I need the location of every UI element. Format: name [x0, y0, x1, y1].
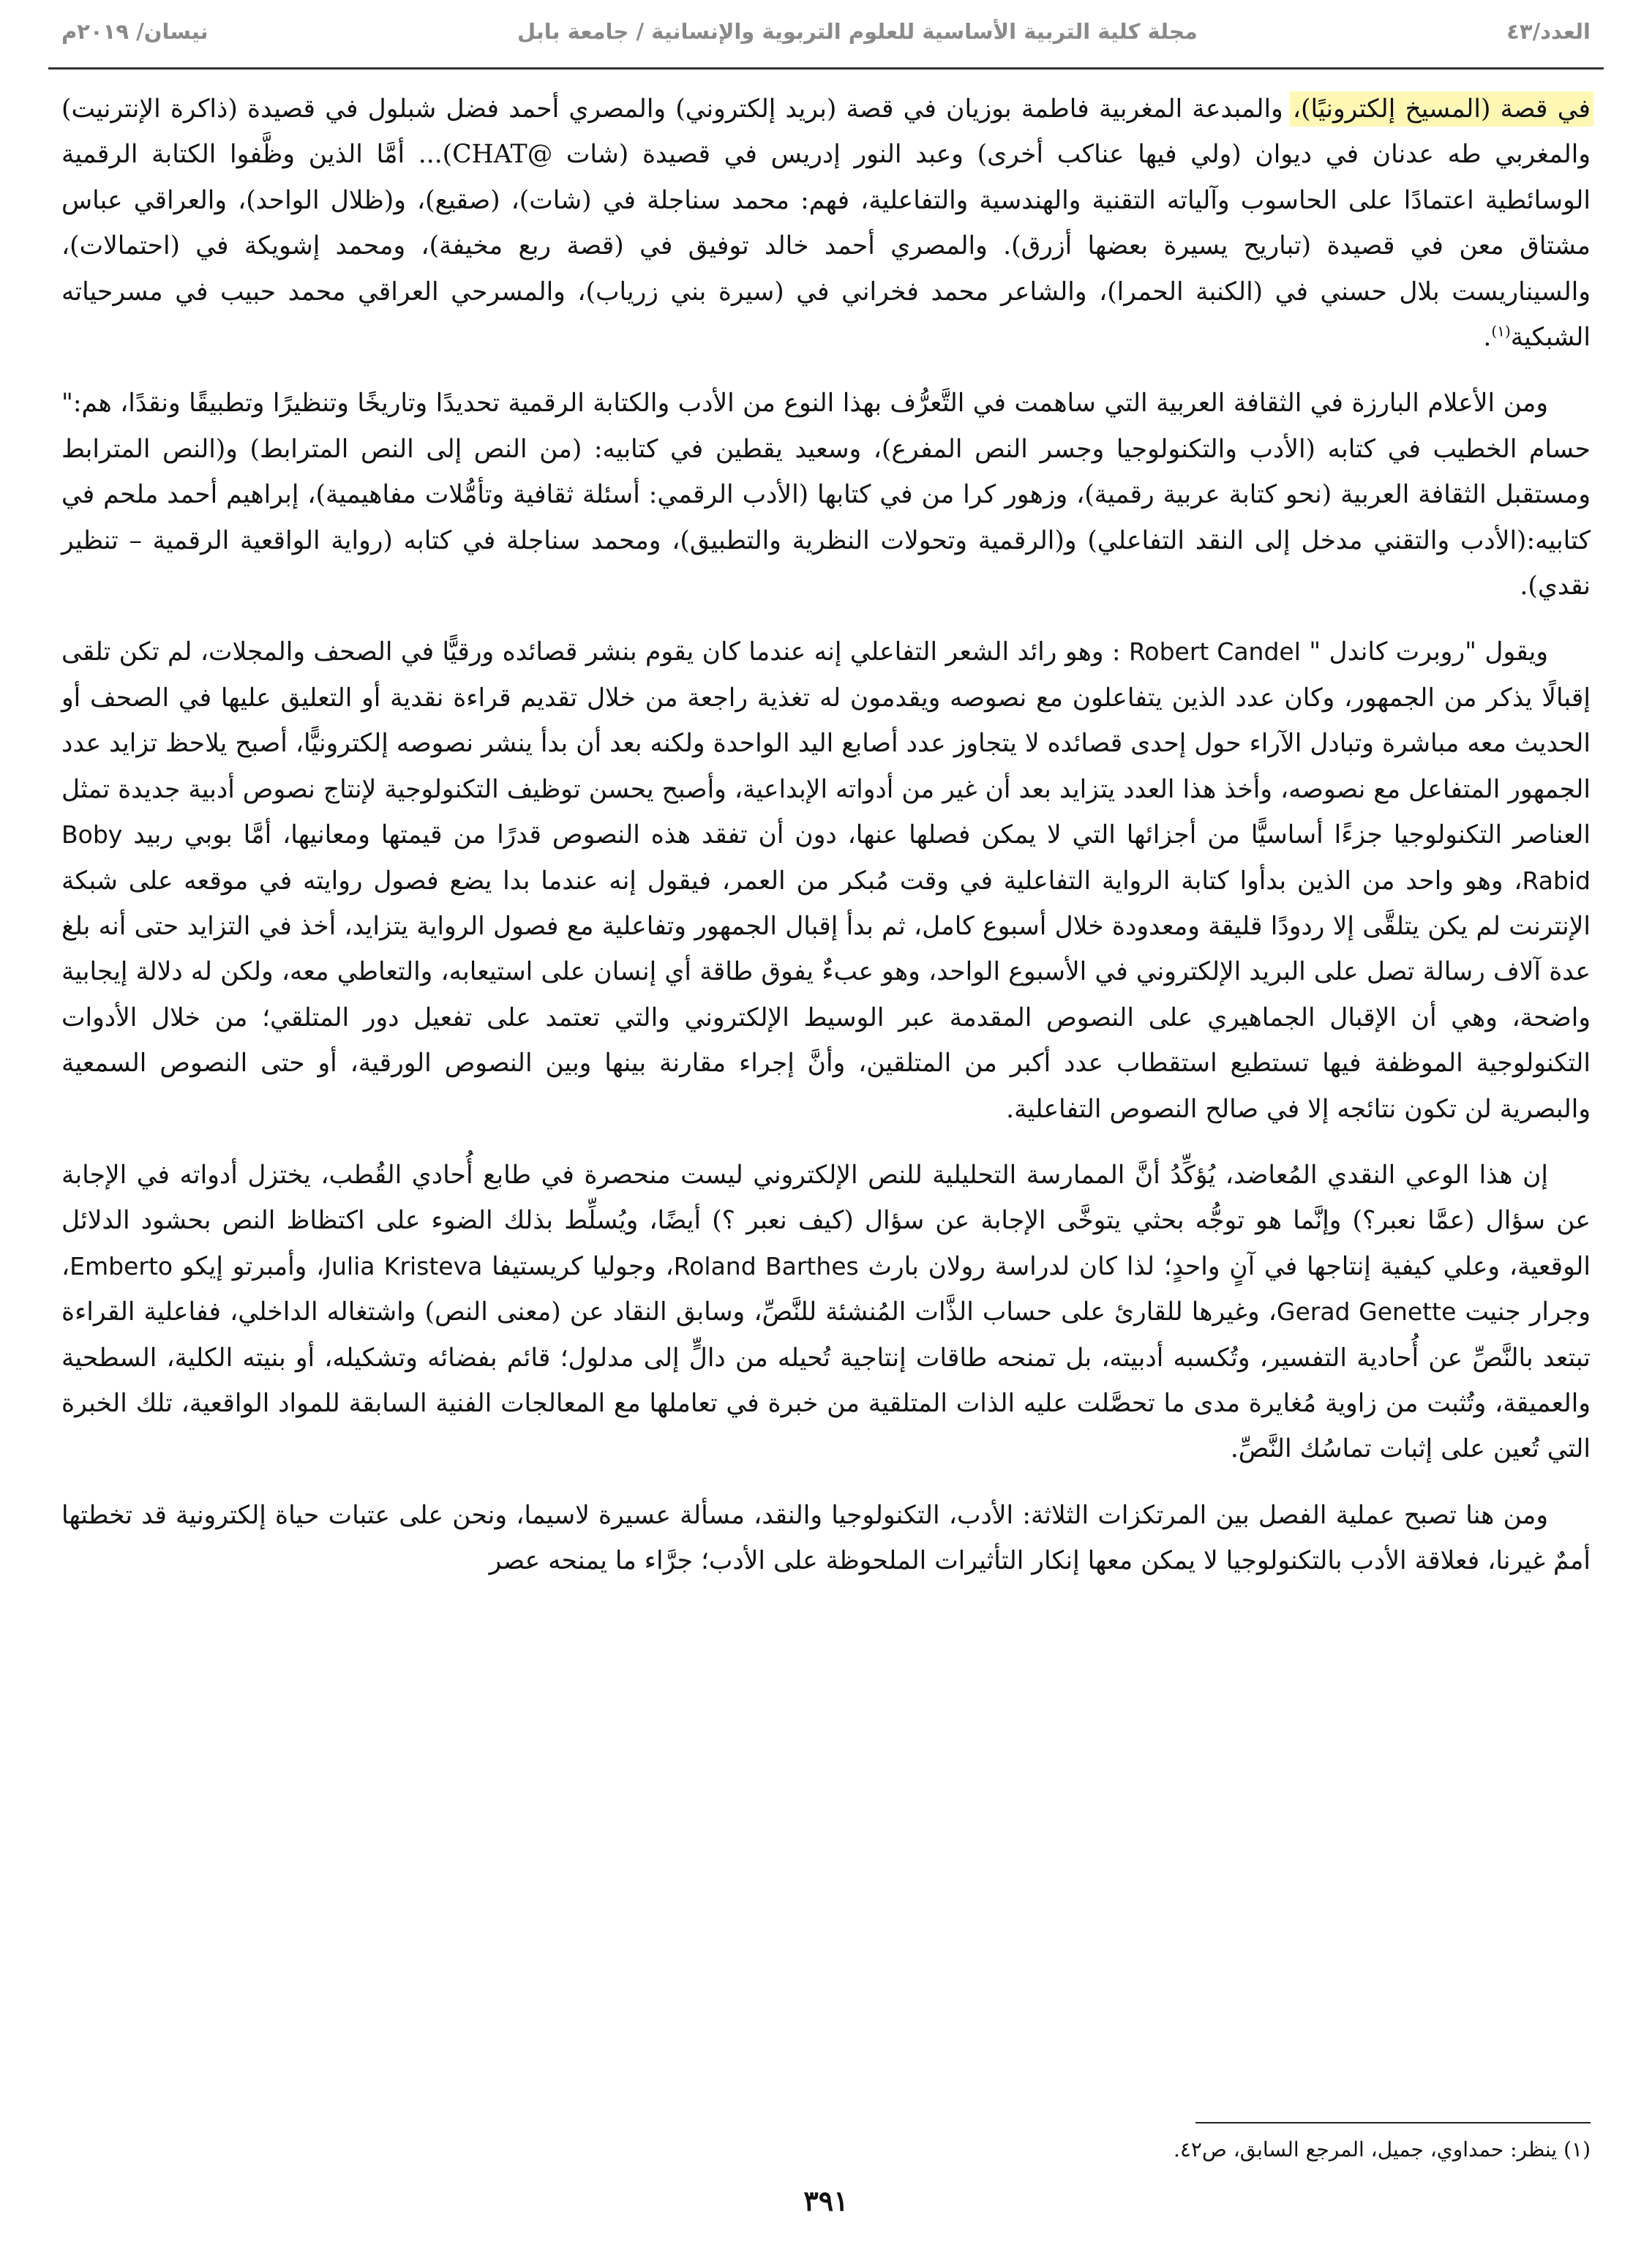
header-divider [48, 67, 1604, 70]
paragraph-2: ومن الأعلام البارزة في الثقافة العربية التي ساهمت في التَّعرُّف بهذا النوع من الأدب والكتابة الرقمية تحديدًا وتاريخًا وتنظيرًا وتطبيقًا ونقدًا، هم:" حسام الخطيب في كتابه (الأدب والتكنولوجيا وجسر النص المفرع)، وسعيد يقطين في كتابيه: (من النص إلى النص المترابط) و(النص المترابط ومستقبل الثقافة العربية (نحو كتابة عربية رقمية)، وزهور كرا من في كتابها (الأدب الرقمي: أسئلة ثقافية وتأمُّلات مفاهيمية)، إبراهيم أحمد ملحم في كتابيه:(الأدب والتقني مدخل إلى النقد التفاعلي) و(الرقمية وتحولات النظرية والتطبيق)، ومحمد سناجلة في كتابه (رواية الواقعية الرقمية – تنظير نقدي). [61, 389, 1591, 601]
paragraph-1 [61, 86, 1591, 360]
paragraph-1-text: والمبدعة المغربية فاطمة بوزيان في قصة (بريد إلكتروني) والمصري أحمد فضل شبلول في قصيدة (ذاكرة الإنترنيت) والمغربي طه عدنان في ديوان (ولي فيها عناكب أخرى) وعبد النور إدريس في قصيدة (شات @CHAT)... أمَّا الذين وظَّفوا الكتابة الرقمية الوسائطية اعتمادًا على الحاسوب وآلياته التقنية والهندسية والتفاعلية، فهم: محمد سناجلة في (شات)، (صقيع)، و(ظلال الواحد)، والعراقي عباس مشتاق معن في قصيدة (تباريح يسيرة بعضها أزرق). والمصري أحمد خالد توفيق في (قصة ربع مخيفة)، ومحمد إشويكة في (احتمالات)، والسيناريست بلال حسني في (الكنبة الحمرا)، والشاعر محمد فخراني في (سيرة بني زرياب)، والمسرحي العراقي محمد حبيب في مسرحياته الشبكية [61, 94, 1591, 353]
paragraph-5: ومن هنا تصبح عملية الفصل بين المرتكزات الثلاثة: الأدب، التكنولوجيا والنقد، مسألة عسيرة لاسيما، ونحن على عتبات حياة إلكترونية قد تخطتها أممٌ غيرنا، فعلاقة الأدب بالتكنولوجيا لا يمكن معها إنكار التأثيرات الملحوظة على الأدب؛ جرَّاء ما يمنحه عصر [61, 1500, 1591, 1576]
issue-number: العدد/٤٣ [1506, 19, 1591, 44]
latin-name: Roland Barthes [673, 1251, 859, 1281]
footnote-reference: (١) [1491, 322, 1511, 340]
paragraph-3-mid: : وهو رائد الشعر التفاعلي إنه عندما كان يقوم بنشر قصائده ورقيًّا في الصحف والمجلات، لم تكن تلقى إقبالًا يذكر من الجمهور، وكان عدد الذين يتفاعلون مع نصوصه ويقدمون له تغذية راجعة من خلال تقديم قراءة نقدية أو التعليق عليها في الصحف أو الحديث معه مباشرة وتبادل الآراء حول إحدى قصائده لا يتجاوز عدد أصابع اليد الواحدة ولكنه بعد أن بدأ ينشر نصوصه إلكترونيًّا، أصبح يلاحظ تزايد عدد الجمهور المتفاعل مع نصوصه، وأخذ هذا العدد يتزايد بعد أن غير من أدواته الإبداعية، وأصبح يحسن توظيف التكنولوجية لإنتاج نصوص أدبية جديدة تمثل العناصر التكنولوجيا جزءًا أساسيًّا من أجزائها التي لا يمكن فصلها عنها، دون أن تفقد هذه النصوص قدرًا من قيمتها ومعانيها، أمَّا بوبي ربيد [61, 637, 1591, 850]
footnote-divider [1195, 2122, 1591, 2123]
latin-name: Robert Candel [1128, 637, 1301, 667]
paragraph-4-mid: ، وأمبرتو إيكو [173, 1251, 325, 1281]
page-number: ٣٩١ [803, 2184, 849, 2217]
paragraph-3 [61, 629, 1591, 1131]
paragraph-4-mid: ، وجوليا كريستيفا [482, 1251, 674, 1281]
paragraph-4-mid: ، وجرار جنيت [61, 1251, 1591, 1327]
paragraph-4-start: إن هذا الوعي النقدي المُعاضد، يُؤكِّدُ أنَّ الممارسة التحليلية للنص الإلكتروني ليست منحصرة في طابع أُحادي القُطب، يختزل أدواته في الإجابة عن سؤال (عمَّا نعبر؟) وإنَّما هو توجُّه بحثي يتوخَّى الإجابة عن سؤال (كيف نعبر ؟) أيضًا، ويُسلِّط بذلك الضوء على اكتظاظ النص بحشود الدلائل الوقعية، وعلي كيفية إنتاجها في آنٍ واحدٍ؛ لذا كان لدراسة رولان بارث [61, 1160, 1591, 1281]
running-header [61, 6, 1591, 57]
paragraph-1-end: . [1483, 323, 1492, 353]
latin-name: Gerad Genette [1276, 1297, 1457, 1327]
highlighted-text: في قصة (المسيخ إلكترونيًا)، [1292, 94, 1591, 124]
paragraph-3-end: ، وهو واحد من الذين بدأوا كتابة الرواية التفاعلية في وقت مُبكر من العمر، فيقول إنه عندما بدا يضع فصول روايته في موقعه على شبكة الإنترنت لم يكن يتلقَّى إلا ردودًا قليقة ومعدودة خلال أسبوع كامل، ثم بدأ إقبال الجمهور وتفاعلية مع فصول الرواية يتزايد، أخذ في التزايد حتى أنه بلغ عدة آلاف رسالة تصل على البريد الإلكتروني في الأسبوع الواحد، وهو عبءٌ يفوق طاقة أي إنسان على استيعابه، والتعاطي معه، ولكن له دلالة إيجابية واضحة، وهي أن الإقبال الجماهيري على النصوص المقدمة عبر الوسيط الإلكتروني والتي تعتمد على تفعيل دور المتلقي؛ من خلال الأدوات التكنولوجية الموظفة فيها تستطيع استقطاب عدد أكبر من المتلقين، وأنَّ إجراء مقارنة بينها وبين النصوص الورقية، أو حتى النصوص السمعية والبصرية لن تكون نتائجه إلا في صالح النصوص التفاعلية. [61, 866, 1591, 1124]
paragraph-3-start: ويقول "روبرت كاندل " [1300, 637, 1548, 667]
paragraph-4-end: ، وغيرها للقارئ على حساب الذَّات المُنشئة للنَّصِّ، وسابق النقاد عن (معنى النص) واشتغاله الداخلي، ففاعلية القراءة تبتعد بالنَّصِّ عن أُحادية التفسير، وتُكسبه أدبيته، بل تمنحه طاقات إنتاجية تُحيله من دالٍّ إلى مدلول؛ قائم بفضائه وتشكيله، أو بنيته الكلية، السطحية والعميقة، وتُثبت من زاوية مُغايرة مدى ما تحصَّلت عليه الذات المتلقية من خبرة في تعاملها مع المعالجات الفنية السابقة للمواد الواقعية، تلك الخبرة التي تُعين على إثبات تماسُك النَّصِّ. [61, 1297, 1591, 1464]
latin-name: Emberto [70, 1251, 173, 1281]
footnote: (١) ينظر: حمداوي، جميل، المرجع السابق، ص٤٢. [1173, 2137, 1591, 2162]
article-body [61, 86, 1591, 1605]
paragraph-4 [61, 1152, 1591, 1472]
issue-date: نيسان/ ٢٠١٩م [61, 19, 209, 44]
latin-name: Julia Kristeva [324, 1251, 483, 1281]
journal-title: مجلة كلية التربية الأساسية للعلوم التربوية والإنسانية / جامعة بابل [517, 19, 1198, 44]
latin-name: Boby Rabid [61, 820, 1591, 895]
